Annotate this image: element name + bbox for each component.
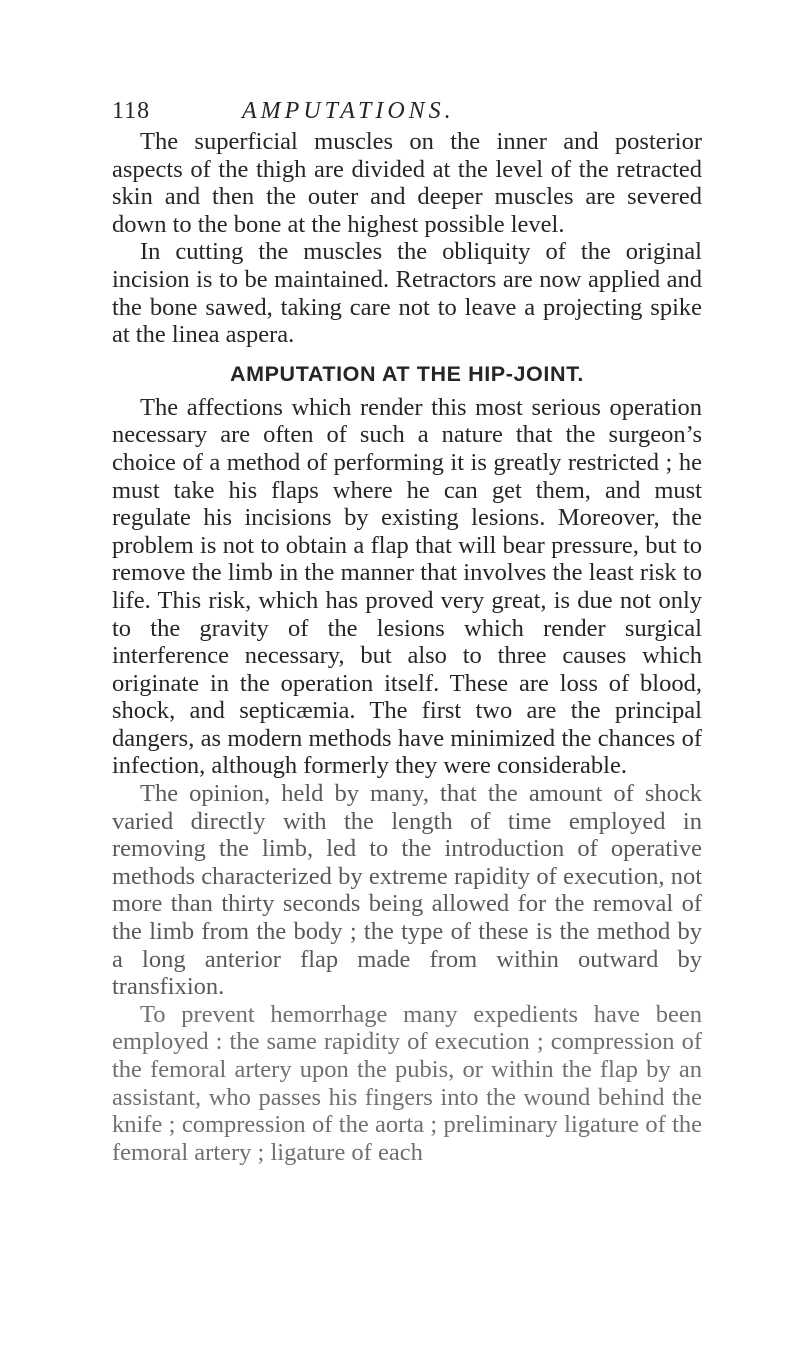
running-head	[112, 98, 702, 128]
page-number: 118	[112, 98, 151, 124]
paragraph-muscle-division: The superficial muscles on the inner and posterior aspects of the thigh are divided at the level of the retracted skin and then the outer and deeper muscles are severed down to the bone at the highest possible level.	[112, 128, 702, 238]
section-heading: AMPUTATION AT THE HIP-JOINT.	[229, 361, 585, 386]
paragraph-shock-opinion: The opinion, held by many, that the amount of shock varied directly with the length of time employed in removing the limb, led to the introduction of operative methods characterized by extreme rapidity of execution, not more than thirty seconds being allowed for the removal of the limb from the body ; the type of these is the method by a long anterior flap made from within outward by transfixion.	[112, 780, 702, 1001]
body-text	[112, 128, 702, 1166]
paragraph-affections: The affections which render this most serious operation necessary are often of such a nature that the surgeon’s choice of a method of performing it is greatly restricted ; he must take his flaps where he can get them, and must regulate his incisions by existing lesions. Moreover, the problem is not to obtain a flap that will bear pressure, but to remove the limb in the manner that involves the least risk to life. This risk, which has proved very great, is due not only to the gravity of the lesions which render surgical interference necessary, but also to three causes which originate in the operation itself. These are loss of blood, shock, and septicæmia. The first two are the principal dangers, as modern methods have minimized the chances of infection, although formerly they were considerable.	[112, 393, 702, 780]
paragraph-bone-sawing: In cutting the muscles the obliquity of the original incision is to be maintained. Retractors are now applied and the bone sawed, taking care not to leave a projecting spike at the linea aspera.	[112, 238, 702, 349]
running-title: AMPUTATIONS.	[242, 98, 455, 124]
paragraph-hemorrhage-prevention: To prevent hemorrhage many expedients have been employed : the same rapidity of execution ; compression of the femoral artery upon the pubis, or within the flap by an assistant, who passes his fingers into the wound behind the knife ; compression of the aorta ; preliminary ligature of the femoral artery ; ligature of each	[112, 1000, 702, 1166]
